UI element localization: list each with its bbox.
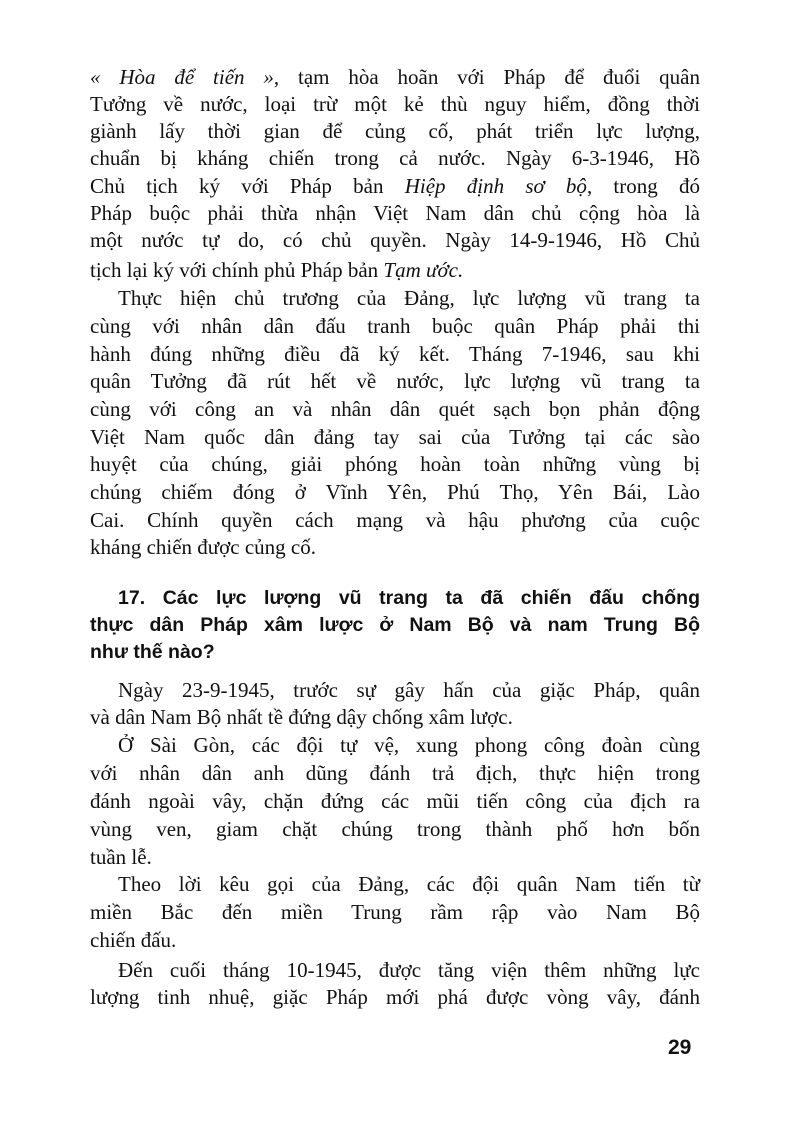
text: , trong đó — [586, 174, 700, 198]
italic-text: Tạm ước. — [383, 258, 464, 282]
paragraph-line — [90, 927, 700, 953]
page-number: 29 — [668, 1036, 692, 1059]
text: huyệt của chúng, giải phóng hoàn toàn những vùng bị — [90, 452, 700, 476]
paragraph-line — [90, 313, 700, 339]
italic-text: Hiệp định sơ bộ — [404, 174, 587, 198]
text: cùng với công an và nhân dân quét sạch bọn phản động — [90, 397, 700, 421]
paragraph-line — [90, 704, 700, 730]
paragraph-line — [90, 227, 700, 253]
paragraph-line — [90, 479, 700, 505]
text: Ở Sài Gòn, các đội tự vệ, xung phong công đoàn cùng — [118, 733, 700, 757]
paragraph-line — [90, 899, 700, 925]
text: đánh ngoài vây, chặn đứng các mũi tiến công của địch ra — [90, 789, 700, 813]
text: giành lấy thời gian để củng cố, phát triển lực lượng, — [90, 119, 700, 143]
paragraph-line — [118, 871, 700, 897]
text: miền Bắc đến miền Trung rầm rập vào Nam Bộ — [90, 900, 700, 924]
paragraph-line — [118, 285, 700, 311]
paragraph-line — [90, 788, 700, 814]
text: cùng với nhân dân đấu tranh buộc quân Pháp phải thi — [90, 314, 700, 338]
text: , tạm hòa hoãn với Pháp để đuổi quân — [273, 65, 700, 89]
paragraph-line — [90, 507, 700, 533]
text: chuẩn bị kháng chiến trong cả nước. Ngày 6-3-1946, Hồ — [90, 146, 700, 170]
paragraph-line — [118, 677, 700, 703]
paragraph-line — [90, 451, 700, 477]
text: 17. Các lực lượng vũ trang ta đã chiến đấu chống — [118, 587, 700, 609]
text: và dân Nam Bộ nhất tề đứng dậy chống xâm lược. — [90, 705, 513, 729]
text: Theo lời kêu gọi của Đảng, các đội quân Nam tiến từ — [118, 872, 700, 896]
text: một nước tự do, có chủ quyền. Ngày 14-9-1946, Hồ Chủ — [90, 228, 700, 252]
text: Cai. Chính quyền cách mạng và hậu phương của cuộc — [90, 508, 700, 532]
text: Tưởng về nước, loại trừ một kẻ thù nguy hiểm, đồng thời — [90, 92, 700, 116]
text: Chủ tịch ký với Pháp bản — [90, 174, 405, 198]
paragraph-line — [90, 341, 700, 367]
text: Đến cuối tháng 10-1945, được tăng viện thêm những lực — [118, 958, 700, 982]
text: tuần lễ. — [90, 845, 152, 869]
text: như thế nào? — [90, 641, 215, 663]
paragraph-line — [118, 732, 700, 758]
paragraph-line — [90, 984, 700, 1010]
text: thực dân Pháp xâm lược ở Nam Bộ và nam Trung Bộ — [90, 614, 700, 636]
text: Thực hiện chủ trương của Đảng, lực lượng vũ trang ta — [118, 286, 700, 310]
text: tịch lại ký với chính phủ Pháp bản — [90, 258, 384, 282]
text: chiến đấu. — [90, 928, 177, 952]
text: lượng tinh nhuệ, giặc Pháp mới phá được vòng vây, đánh — [90, 985, 700, 1009]
text: quân Tưởng đã rút hết về nước, lực lượng vũ trang ta — [90, 369, 700, 393]
text: Pháp buộc phải thừa nhận Việt Nam dân chủ cộng hòa là — [90, 201, 700, 225]
paragraph-line — [90, 145, 700, 171]
text: với nhân dân anh dũng đánh trả địch, thực hiện trong — [90, 761, 700, 785]
section-heading-line — [90, 639, 700, 665]
paragraph-line — [90, 200, 700, 226]
text: kháng chiến được củng cố. — [90, 535, 316, 559]
paragraph-line — [90, 534, 700, 560]
section-heading-line — [118, 585, 700, 611]
text: vùng ven, giam chặt chúng trong thành phố hơn bốn — [90, 817, 700, 841]
paragraph-line — [90, 844, 700, 870]
paragraph-line — [90, 118, 700, 144]
paragraph-line — [118, 957, 700, 983]
text: hành đúng những điều đã ký kết. Tháng 7-1946, sau khi — [90, 342, 700, 366]
paragraph-line — [90, 424, 700, 450]
paragraph-line — [90, 368, 700, 394]
paragraph-line — [90, 396, 700, 422]
paragraph-line — [90, 257, 700, 283]
italic-text: « Hòa để tiến » — [90, 65, 274, 89]
paragraph-line — [90, 173, 700, 199]
text: chúng chiếm đóng ở Vĩnh Yên, Phú Thọ, Yên Bái, Lào — [90, 480, 700, 504]
text: Việt Nam quốc dân đảng tay sai của Tưởng tại các sào — [90, 425, 700, 449]
section-heading-line — [90, 612, 700, 638]
paragraph-line — [90, 760, 700, 786]
paragraph-line — [90, 816, 700, 842]
text: Ngày 23-9-1945, trước sự gây hấn của giặc Pháp, quân — [118, 678, 700, 702]
paragraph-line — [90, 91, 700, 117]
paragraph-line — [90, 64, 700, 90]
